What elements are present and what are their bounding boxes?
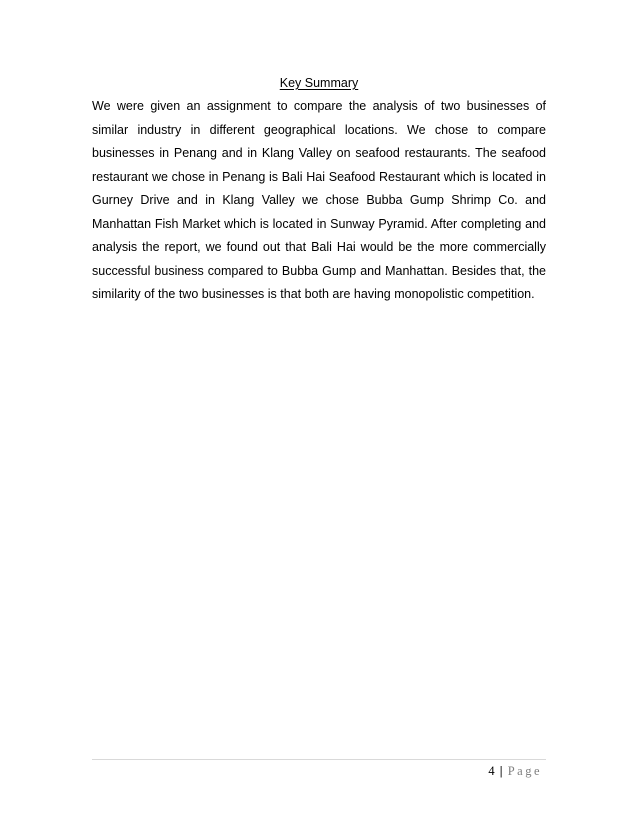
paragraph-line: Manhattan Fish Market which is located in Sunway Pyramid. After completing and [92, 216, 546, 231]
paragraph-line: We were given an assignment to compare the analysis of two businesses of [92, 99, 546, 113]
summary-paragraph [92, 96, 546, 308]
paragraph-line: similar industry in different geographical locations. We chose to compare [92, 122, 546, 137]
section-heading: Key Summary [279, 76, 359, 90]
page-label: Page [507, 764, 542, 778]
paragraph-line: Gurney Drive and in Klang Valley we chose Bubba Gump Shrimp Co. and [92, 193, 546, 207]
footer-divider [92, 759, 546, 760]
paragraph-line: successful business compared to Bubba Gump and Manhattan. Besides that, the [92, 263, 546, 278]
paragraph-line: analysis the report, we found out that Bali Hai would be the more commercially [92, 240, 546, 254]
footer-separator: | [499, 764, 503, 778]
paragraph-line: similarity of the two businesses is that both are having monopolistic competition. [92, 287, 535, 301]
page-number: 4 [488, 764, 495, 778]
page-footer [488, 764, 542, 779]
paragraph-line: businesses in Penang and in Klang Valley on seafood restaurants. The seafood [92, 146, 546, 160]
paragraph-line: restaurant we chose in Penang is Bali Hai Seafood Restaurant which is located in [92, 169, 546, 184]
